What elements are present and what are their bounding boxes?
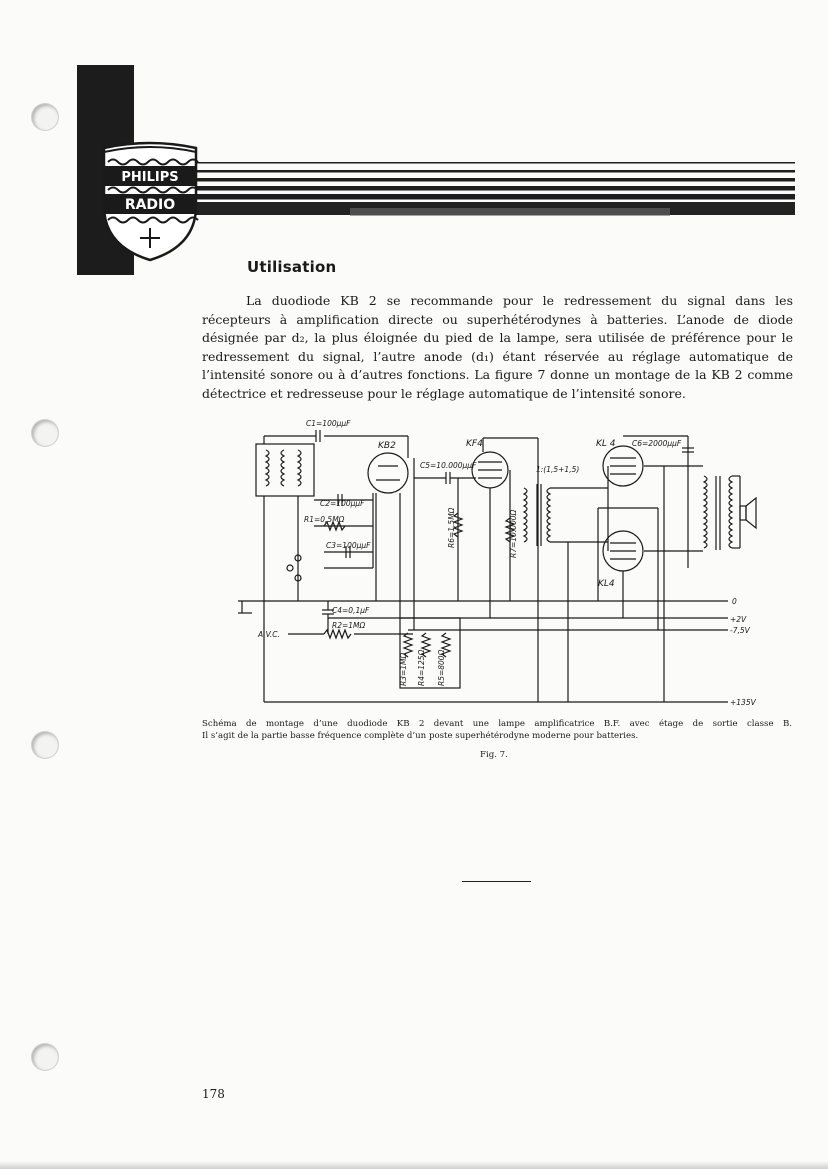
schematic-figure-7	[228, 418, 773, 713]
label-c1: C1=100μμF	[306, 419, 351, 428]
figure-label: Fig. 7.	[480, 750, 508, 760]
label-plus135v: +135V	[730, 698, 756, 707]
label-0v: 0	[732, 597, 737, 606]
caption-line-2: Il s’agit de la partie basse fréquence complète d’un poste superhétérodyne moderne pour batteries.	[202, 731, 639, 741]
label-kf4: KF4	[466, 439, 483, 449]
end-rule	[462, 881, 531, 882]
figure-caption	[202, 718, 792, 742]
punch-hole-3	[32, 732, 58, 758]
page-bottom-edge	[0, 1161, 828, 1169]
label-c4: C4=0,1μF	[332, 606, 370, 615]
label-r4: R4=125Ω	[417, 649, 426, 686]
caption-line-1: Schéma de montage d’une duodiode KB 2 devant une lampe amplificatrice B.F. avec étage de sortie classe B.	[202, 719, 792, 729]
label-kb2: KB2	[378, 441, 396, 451]
body-paragraph-text: La duodiode KB 2 se recommande pour le redressement du signal dans les récepteurs à amplification directe ou superhétérodynes à batteries. L’anode de diode désignée par d₂, la plus éloignée du pied de la lampe, sera utilisée de préférence pour le redressement du signal, l’autre anode (d₁) étant réservée au réglage automatique de l’intensité sonore ou à d’autres fonctions. La figure 7 donne un montage de la KB 2 comme détectrice et redresseuse pour le réglage automatique de l’intensité sonore.	[202, 293, 793, 401]
label-r3: R3=1MΩ	[399, 652, 408, 686]
page-number: 178	[202, 1087, 225, 1101]
label-kl4-top: KL 4	[596, 439, 616, 449]
philips-logo	[100, 140, 200, 262]
header-stripes	[180, 160, 795, 220]
punch-hole-1	[32, 104, 58, 130]
label-r7: R7=10.000Ω	[509, 509, 518, 558]
section-heading: Utilisation	[247, 258, 337, 276]
label-kl4-bottom: KL4	[598, 579, 615, 589]
body-paragraph	[202, 292, 793, 404]
label-r5: R5=800Ω	[437, 649, 446, 686]
label-c5: C5=10.000μμF	[420, 461, 477, 470]
punch-hole-2	[32, 420, 58, 446]
logo-text-philips: PHILIPS	[121, 170, 179, 185]
label-minus7-5v: -7,5V	[730, 626, 750, 635]
logo-text-radio: RADIO	[124, 197, 176, 213]
label-c6: C6=2000μμF	[632, 439, 682, 448]
label-r2: R2=1MΩ	[332, 621, 366, 630]
label-c3: C3=100μμF	[326, 541, 371, 550]
label-r1: R1=0,5MΩ	[304, 515, 345, 524]
punch-hole-4	[32, 1044, 58, 1070]
label-ratio: 1:(1,5+1,5)	[536, 465, 580, 474]
label-r6: R6=1,5MΩ	[447, 507, 456, 548]
label-avc: A.V.C.	[258, 630, 280, 639]
label-c2: C2=100μμF	[320, 499, 365, 508]
label-plus2v: +2V	[730, 615, 747, 624]
